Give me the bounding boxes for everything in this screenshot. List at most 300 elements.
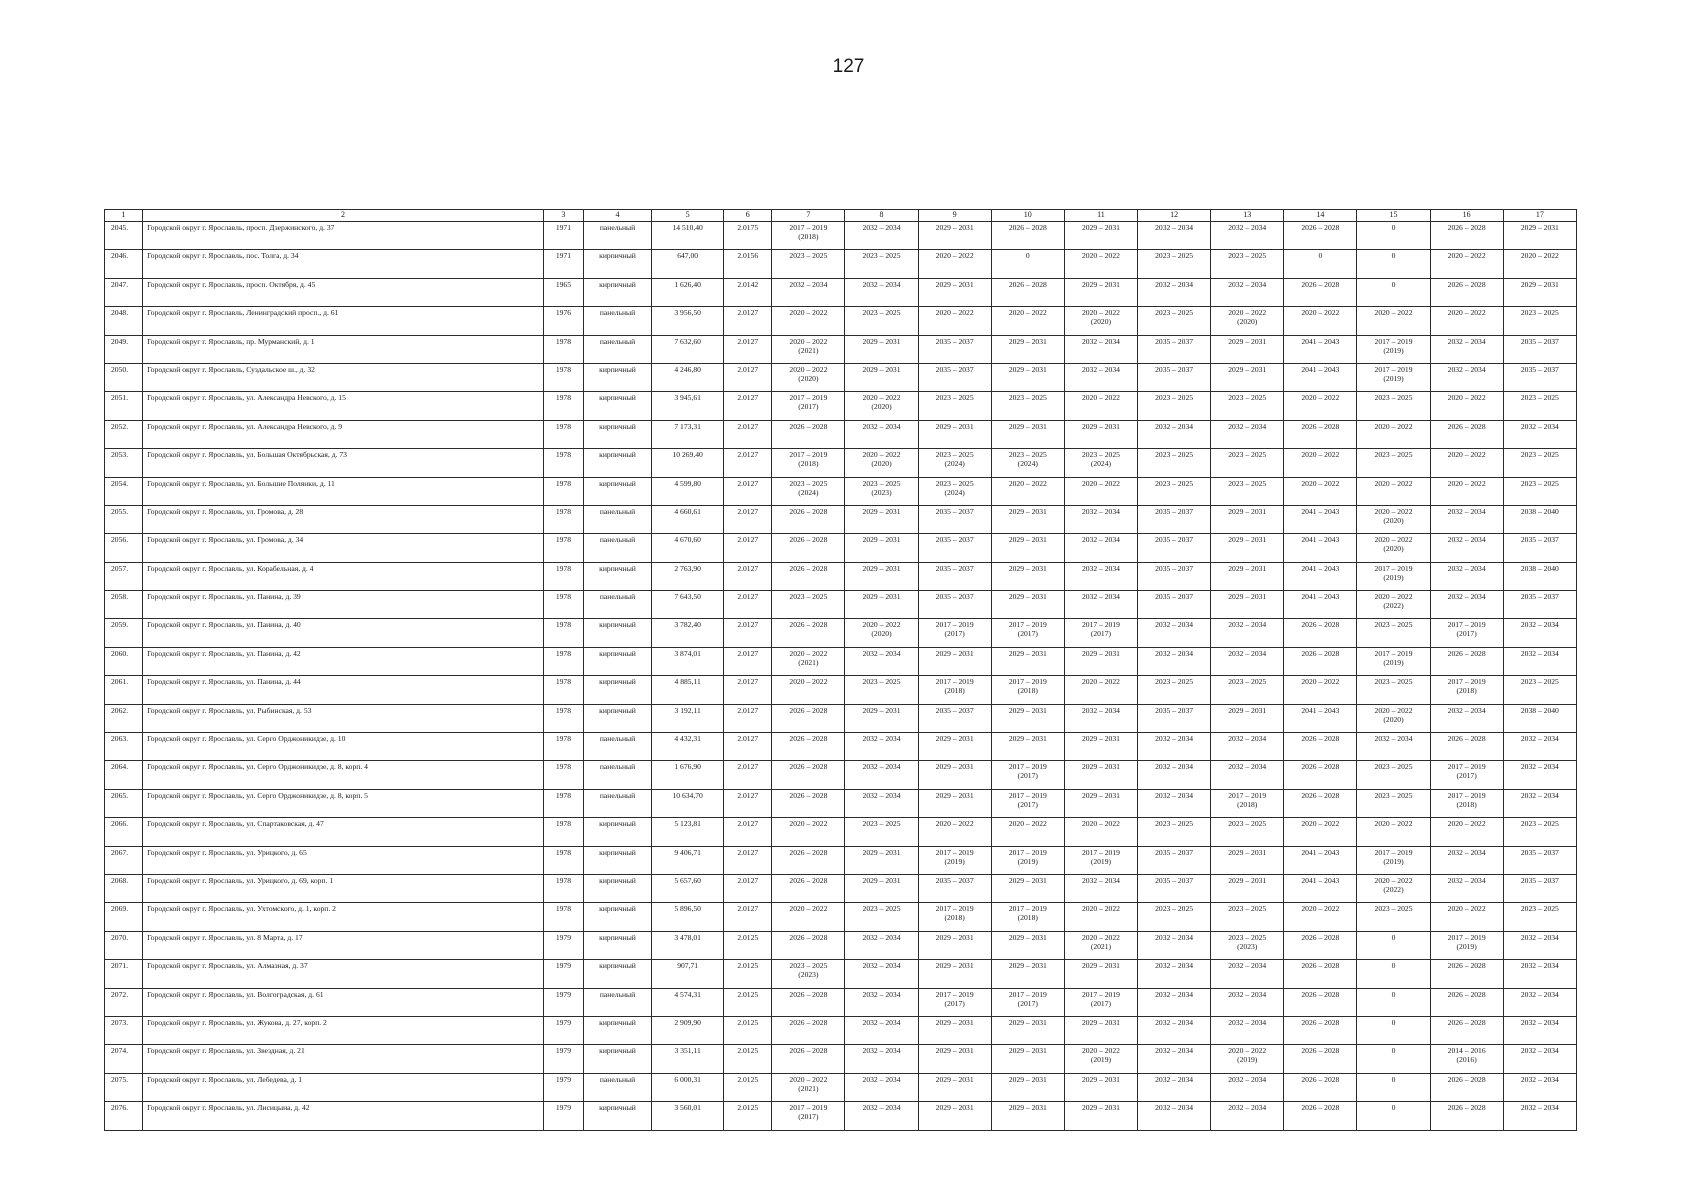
cell-text: 4 885,11: [674, 677, 701, 687]
table-cell: [1138, 477, 1211, 505]
table-cell: [1211, 591, 1284, 619]
table-cell: [652, 960, 724, 988]
cell-text: 2026 – 2028: [789, 620, 828, 630]
cell-text: 1979: [555, 1046, 571, 1056]
table-cell: [845, 1016, 918, 1044]
cell-text: 2020 – 2022: [1301, 393, 1340, 403]
cell-text: 2032 – 2034: [1447, 592, 1486, 602]
cell-text: 2020 – 2022: [789, 904, 828, 914]
cell-text: 2026 – 2028: [1301, 648, 1340, 658]
table-cell: [724, 960, 772, 988]
cell-text: кирпичный: [599, 450, 636, 460]
cell-text: 2026 – 2028: [1301, 961, 1340, 971]
cell-text: 2.0125: [737, 1046, 759, 1056]
table-cell: [1064, 591, 1137, 619]
cell-text: 2032 – 2034: [862, 989, 901, 999]
cell-text: 2026 – 2028: [1447, 1074, 1486, 1084]
table-cell: [1211, 420, 1284, 448]
table-row: [105, 874, 1577, 902]
cell-text: 2023 – 2025: [862, 677, 901, 687]
table-cell: [143, 960, 544, 988]
table-cell: [991, 931, 1064, 959]
table-cell: [1357, 818, 1430, 846]
cell-text: (2021): [1090, 941, 1112, 951]
table-cell: [1430, 761, 1503, 789]
cell-text: 2026 – 2028: [789, 421, 828, 431]
table-cell: [1211, 818, 1284, 846]
cell-text: 2020 – 2022: [789, 364, 828, 374]
cell-text: 2029 – 2031: [935, 223, 974, 232]
table-cell: [991, 903, 1064, 931]
table-row: [105, 676, 1577, 704]
table-cell: [991, 1102, 1064, 1130]
cell-text: 2032 – 2034: [1447, 364, 1486, 374]
cell-text: 2069.: [111, 904, 129, 914]
table-row: [105, 222, 1577, 250]
table-cell: [918, 846, 991, 874]
cell-text: 2017 – 2019: [1374, 648, 1413, 658]
table-cell: [1357, 960, 1430, 988]
cell-text: 2.0127: [737, 677, 759, 687]
table-cell: [918, 733, 991, 761]
table-cell: [583, 363, 651, 391]
cell-text: 2.0127: [737, 421, 759, 431]
table-cell: [1138, 307, 1211, 335]
cell-text: 2026 – 2028: [789, 506, 828, 516]
cell-text: 2029 – 2031: [935, 961, 974, 971]
cell-text: 2029 – 2031: [1008, 705, 1047, 715]
table-cell: [772, 988, 845, 1016]
table-cell: [918, 931, 991, 959]
table-row: [105, 619, 1577, 647]
table-row: [105, 704, 1577, 732]
table-cell: [772, 534, 845, 562]
table-cell: [1284, 335, 1357, 363]
table-cell: [1284, 534, 1357, 562]
table-cell: [143, 1073, 544, 1101]
table-cell: [772, 222, 845, 250]
table-cell: [543, 1016, 583, 1044]
table-cell: [1430, 534, 1503, 562]
cell-text: 2017 – 2019: [1008, 762, 1047, 772]
table-cell: [991, 733, 1064, 761]
column-header: 1: [105, 210, 143, 222]
table-cell: [1503, 619, 1576, 647]
cell-text: 2017 – 2019: [935, 989, 974, 999]
table-cell: [1064, 733, 1137, 761]
table-row: [105, 931, 1577, 959]
table-cell: [1064, 874, 1137, 902]
cell-text: 2035 – 2037: [935, 592, 974, 602]
table-row: [105, 903, 1577, 931]
table-cell: [991, 704, 1064, 732]
table-cell: [1064, 420, 1137, 448]
cell-text: 2032 – 2034: [1155, 989, 1194, 999]
table-cell: [724, 846, 772, 874]
column-header: 12: [1138, 210, 1211, 222]
housing-table: [104, 209, 1577, 1131]
cell-text: 0: [1391, 251, 1396, 261]
cell-text: 2070.: [111, 932, 129, 942]
cell-text: Городской округ г. Ярославль, ул. Волгоградская, д. 61: [147, 989, 324, 999]
cell-text: Городской округ г. Ярославль, пр. Мурманский, д. 1: [147, 336, 315, 346]
cell-text: 2045.: [111, 223, 129, 232]
table-cell: [1211, 363, 1284, 391]
cell-text: кирпичный: [599, 875, 636, 885]
table-cell: [1211, 392, 1284, 420]
table-cell: [105, 335, 143, 363]
cell-text: 2020 – 2022: [1081, 251, 1120, 261]
table-cell: [1284, 931, 1357, 959]
table-cell: [1211, 335, 1284, 363]
cell-text: 2020 – 2022: [862, 393, 901, 403]
cell-text: панельный: [599, 535, 636, 545]
cell-text: 10 269,40: [672, 450, 703, 460]
table-cell: [1138, 733, 1211, 761]
table-cell: [1430, 307, 1503, 335]
cell-text: кирпичный: [599, 1103, 636, 1113]
cell-text: 0: [1391, 989, 1396, 999]
cell-text: (2018): [1237, 799, 1258, 809]
cell-text: 2020 – 2022: [1374, 819, 1413, 829]
table-cell: [1284, 591, 1357, 619]
table-cell: [543, 392, 583, 420]
table-row: [105, 1045, 1577, 1073]
cell-text: 0: [1391, 961, 1396, 971]
cell-text: Городской округ г. Ярославль, ул. Панина, д. 40: [147, 620, 301, 630]
cell-text: 2023 – 2025: [789, 592, 828, 602]
cell-text: 2032 – 2034: [1520, 790, 1559, 800]
cell-text: 2014 – 2016: [1447, 1046, 1486, 1056]
table-cell: [1211, 1102, 1284, 1130]
cell-text: 2032 – 2034: [862, 790, 901, 800]
table-cell: [583, 278, 651, 306]
cell-text: 2029 – 2031: [1008, 364, 1047, 374]
cell-text: 2029 – 2031: [935, 762, 974, 772]
column-header: 11: [1064, 210, 1137, 222]
table-cell: [652, 1102, 724, 1130]
table-cell: [991, 591, 1064, 619]
table-cell: [1357, 931, 1430, 959]
cell-text: 2029 – 2031: [1008, 421, 1047, 431]
table-cell: [724, 818, 772, 846]
cell-text: Городской округ г. Ярославль, ул. Урицкого, д. 65: [147, 847, 307, 857]
table-cell: [772, 676, 845, 704]
cell-text: (2018): [798, 459, 819, 469]
cell-text: 2029 – 2031: [1081, 1103, 1120, 1113]
cell-text: (2017): [944, 998, 965, 1008]
cell-text: 2035 – 2037: [935, 535, 974, 545]
table-cell: [918, 562, 991, 590]
table-cell: [1064, 960, 1137, 988]
cell-text: 2020 – 2022: [789, 336, 828, 346]
table-cell: [1138, 505, 1211, 533]
cell-text: 2032 – 2034: [1228, 421, 1267, 431]
cell-text: (2021): [798, 657, 819, 667]
cell-text: 2035 – 2037: [1155, 563, 1194, 573]
cell-text: 2.0125: [737, 932, 759, 942]
table-cell: [652, 1045, 724, 1073]
table-cell: [1284, 392, 1357, 420]
table-cell: [1503, 988, 1576, 1016]
cell-text: 2041 – 2043: [1301, 364, 1340, 374]
cell-text: 2029 – 2031: [935, 790, 974, 800]
cell-text: 2029 – 2031: [1081, 421, 1120, 431]
cell-text: 2020 – 2022: [935, 308, 974, 318]
cell-text: 2020 – 2022: [1301, 819, 1340, 829]
cell-text: 2023 – 2025: [1228, 677, 1267, 687]
table-cell: [1211, 647, 1284, 675]
cell-text: 2020 – 2022: [789, 648, 828, 658]
table-cell: [772, 619, 845, 647]
table-cell: [105, 363, 143, 391]
table-cell: [772, 363, 845, 391]
table-cell: [652, 903, 724, 931]
cell-text: Городской округ г. Ярославль, ул. Алмазная, д. 37: [147, 961, 308, 971]
cell-text: 2032 – 2034: [1081, 336, 1120, 346]
table-row: [105, 988, 1577, 1016]
table-cell: [991, 449, 1064, 477]
cell-text: 2035 – 2037: [1520, 336, 1559, 346]
table-cell: [143, 874, 544, 902]
table-cell: [1211, 505, 1284, 533]
cell-text: 2017 – 2019: [1008, 989, 1047, 999]
table-cell: [1064, 704, 1137, 732]
cell-text: кирпичный: [599, 1046, 636, 1056]
cell-text: 2.0127: [737, 620, 759, 630]
cell-text: (2024): [944, 487, 965, 497]
cell-text: 2017 – 2019: [1008, 677, 1047, 687]
table-cell: [105, 733, 143, 761]
cell-text: Городской округ г. Ярославль, ул. Панина, д. 39: [147, 592, 301, 602]
cell-text: 2023 – 2025: [789, 251, 828, 261]
table-cell: [845, 960, 918, 988]
table-cell: [991, 647, 1064, 675]
cell-text: 2026 – 2028: [1301, 421, 1340, 431]
table-cell: [1211, 761, 1284, 789]
cell-text: 2.0127: [737, 734, 759, 744]
cell-text: 2020 – 2022: [1081, 393, 1120, 403]
table-cell: [652, 704, 724, 732]
cell-text: 3 782,40: [674, 620, 701, 630]
table-cell: [1430, 1102, 1503, 1130]
table-cell: [543, 846, 583, 874]
cell-text: 2026 – 2028: [1447, 421, 1486, 431]
cell-text: 907,71: [677, 961, 699, 971]
table-cell: [1430, 619, 1503, 647]
table-cell: [918, 619, 991, 647]
table-cell: [1064, 789, 1137, 817]
cell-text: 2026 – 2028: [1301, 1103, 1340, 1113]
table-cell: [918, 477, 991, 505]
table-cell: [845, 874, 918, 902]
cell-text: 1978: [555, 563, 571, 573]
cell-text: Городской округ г. Ярославль, ул. Панина, д. 42: [147, 648, 301, 658]
cell-text: 2032 – 2034: [1155, 279, 1194, 289]
table-cell: [543, 789, 583, 817]
cell-text: 2029 – 2031: [1008, 648, 1047, 658]
table-cell: [1357, 704, 1430, 732]
table-cell: [543, 1045, 583, 1073]
cell-text: 2026 – 2028: [789, 989, 828, 999]
cell-text: 2.0127: [737, 506, 759, 516]
cell-text: 2023 – 2025: [1520, 677, 1559, 687]
table-cell: [724, 1102, 772, 1130]
table-cell: [543, 449, 583, 477]
table-cell: [1503, 761, 1576, 789]
table-cell: [1284, 1073, 1357, 1101]
table-cell: [583, 534, 651, 562]
cell-text: Городской округ г. Ярославль, ул. Серго Орджоникидзе, д. 8, корп. 4: [147, 762, 368, 772]
cell-text: кирпичный: [599, 961, 636, 971]
cell-text: 2017 – 2019: [1008, 620, 1047, 630]
cell-text: 2.0127: [737, 705, 759, 715]
table-cell: [1284, 278, 1357, 306]
table-cell: [1357, 846, 1430, 874]
cell-text: 2020 – 2022: [1520, 251, 1559, 261]
table-cell: [1064, 761, 1137, 789]
cell-text: 2023 – 2025: [1155, 819, 1194, 829]
cell-text: 2026 – 2028: [1447, 989, 1486, 999]
table-cell: [1138, 761, 1211, 789]
table-cell: [1211, 1016, 1284, 1044]
cell-text: 2032 – 2034: [1155, 762, 1194, 772]
cell-text: (2017): [944, 629, 965, 639]
table-cell: [543, 676, 583, 704]
table-cell: [1503, 222, 1576, 250]
table-cell: [918, 1016, 991, 1044]
table-cell: [845, 761, 918, 789]
table-cell: [1503, 676, 1576, 704]
cell-text: 2032 – 2034: [1155, 223, 1194, 232]
table-cell: [772, 1016, 845, 1044]
cell-text: 0: [1391, 1046, 1396, 1056]
cell-text: 2032 – 2034: [1228, 1074, 1267, 1084]
table-cell: [1211, 931, 1284, 959]
cell-text: Городской округ г. Ярославль, ул. Спартаковская, д. 47: [147, 819, 324, 829]
cell-text: 2020 – 2022: [1374, 421, 1413, 431]
table-cell: [845, 363, 918, 391]
table-cell: [772, 591, 845, 619]
cell-text: 0: [1391, 932, 1396, 942]
cell-text: 4 670,60: [674, 535, 701, 545]
cell-text: 2026 – 2028: [789, 847, 828, 857]
cell-text: 2023 – 2025: [1374, 904, 1413, 914]
cell-text: 2032 – 2034: [1155, 1046, 1194, 1056]
table-cell: [1211, 250, 1284, 278]
cell-text: панельный: [599, 1074, 636, 1084]
table-cell: [1503, 733, 1576, 761]
table-cell: [583, 307, 651, 335]
table-cell: [991, 874, 1064, 902]
cell-text: 2026 – 2028: [789, 932, 828, 942]
cell-text: 2020 – 2022: [1081, 478, 1120, 488]
table-cell: [845, 704, 918, 732]
table-cell: [845, 903, 918, 931]
cell-text: 0: [1391, 279, 1396, 289]
cell-text: 2032 – 2034: [1520, 1046, 1559, 1056]
table-cell: [105, 562, 143, 590]
cell-text: 3 351,11: [674, 1046, 701, 1056]
cell-text: Городской округ г. Ярославль, пос. Толга, д. 34: [147, 251, 299, 261]
cell-text: 2023 – 2025: [1374, 393, 1413, 403]
cell-text: 2020 – 2022: [1447, 904, 1486, 914]
cell-text: 2032 – 2034: [1520, 961, 1559, 971]
table-cell: [845, 335, 918, 363]
cell-text: 2026 – 2028: [1447, 648, 1486, 658]
cell-text: 2029 – 2031: [862, 364, 901, 374]
table-cell: [1138, 647, 1211, 675]
cell-text: 1978: [555, 336, 571, 346]
table-cell: [918, 392, 991, 420]
table-cell: [543, 733, 583, 761]
cell-text: 647,00: [677, 251, 699, 261]
table-cell: [1064, 988, 1137, 1016]
cell-text: (2019): [1383, 572, 1404, 582]
table-cell: [1284, 761, 1357, 789]
cell-text: 2023 – 2025: [1228, 932, 1267, 942]
table-cell: [1430, 1016, 1503, 1044]
table-cell: [105, 1045, 143, 1073]
column-header: 9: [918, 210, 991, 222]
cell-text: кирпичный: [599, 364, 636, 374]
cell-text: 2032 – 2034: [1155, 734, 1194, 744]
cell-text: 2.0127: [737, 336, 759, 346]
cell-text: Городской округ г. Ярославль, ул. Громова, д. 28: [147, 506, 304, 516]
cell-text: 2032 – 2034: [1155, 790, 1194, 800]
cell-text: 2029 – 2031: [935, 1074, 974, 1084]
cell-text: 2029 – 2031: [1520, 279, 1559, 289]
table-cell: [1064, 534, 1137, 562]
cell-text: 2032 – 2034: [1520, 1074, 1559, 1084]
cell-text: панельный: [599, 734, 636, 744]
table-cell: [1284, 505, 1357, 533]
table-cell: [1138, 789, 1211, 817]
table-cell: [1064, 1045, 1137, 1073]
cell-text: 2032 – 2034: [1155, 932, 1194, 942]
table-cell: [105, 420, 143, 448]
cell-text: 2023 – 2025: [935, 393, 974, 403]
cell-text: 0: [1391, 1103, 1396, 1113]
cell-text: 2032 – 2034: [862, 421, 901, 431]
cell-text: 2032 – 2034: [862, 648, 901, 658]
cell-text: 2032 – 2034: [1520, 648, 1559, 658]
cell-text: 2.0127: [737, 762, 759, 772]
cell-text: 3 956,50: [674, 308, 701, 318]
cell-text: Городской округ г. Ярославль, ул. Ухтомского, д. 1, корп. 2: [147, 904, 336, 914]
cell-text: 2029 – 2031: [1008, 932, 1047, 942]
table-cell: [1064, 307, 1137, 335]
cell-text: 2.0127: [737, 875, 759, 885]
cell-text: 2023 – 2025: [1155, 904, 1194, 914]
table-cell: [1430, 449, 1503, 477]
cell-text: 2038 – 2040: [1520, 563, 1559, 573]
table-cell: [1138, 988, 1211, 1016]
table-cell: [1430, 818, 1503, 846]
table-row: [105, 733, 1577, 761]
cell-text: 2020 – 2022: [1081, 932, 1120, 942]
repair-schedule-table: [104, 209, 1577, 1131]
table-cell: [1211, 789, 1284, 817]
cell-text: 2026 – 2028: [789, 1017, 828, 1027]
table-cell: [991, 960, 1064, 988]
column-header: 17: [1503, 210, 1576, 222]
cell-text: 2 763,90: [674, 563, 701, 573]
table-cell: [1064, 647, 1137, 675]
table-cell: [583, 789, 651, 817]
table-cell: [652, 874, 724, 902]
cell-text: 2056.: [111, 535, 129, 545]
